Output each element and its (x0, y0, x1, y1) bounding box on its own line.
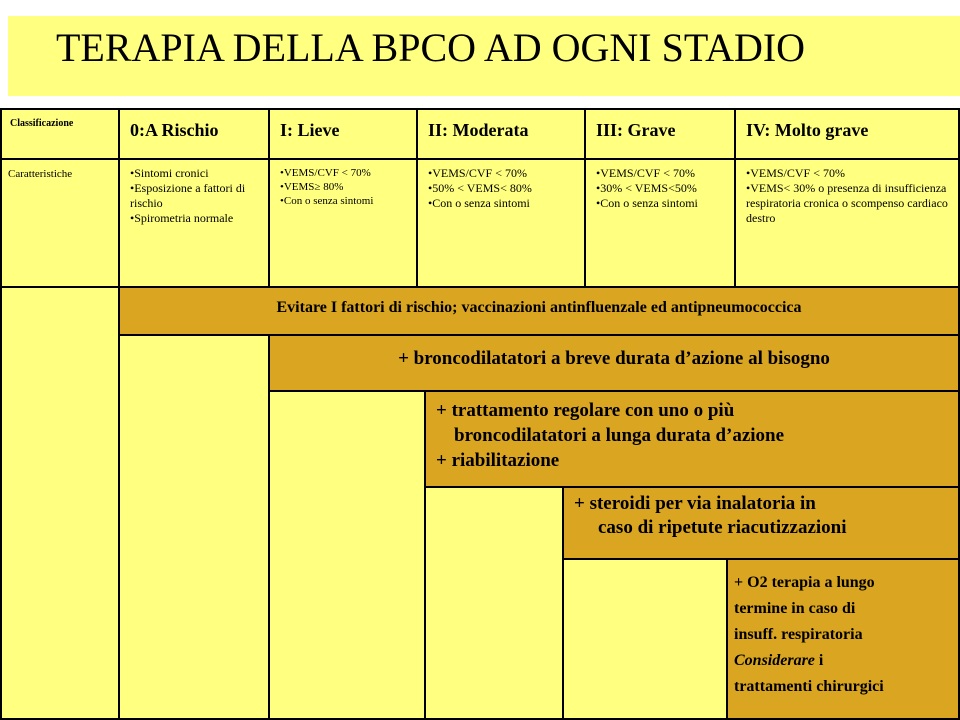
feature-item: • VEMS≥ 80% (280, 180, 410, 194)
therapy-empty-cell (120, 336, 270, 720)
therapy-band-2-text: + broncodilatatori a breve durata d’azione al bisogno (398, 348, 830, 369)
header-stage-0: 0:A Rischio (120, 110, 270, 160)
therapy-band-5-line: insuff. respiratoria (734, 626, 863, 643)
therapy-band-4-line: + steroidi per via inalatoria in (574, 493, 816, 514)
therapy-band-5-line (734, 648, 958, 674)
feature-item: • Con o senza sintomi (596, 196, 728, 211)
cell-stage-3-features (586, 160, 736, 288)
therapy-band-1 (120, 288, 960, 336)
feature-item: • VEMS< 30% o presenza di insufficienza respiratoria cronica o scompenso cardiaco destro (746, 181, 952, 226)
feature-item: • Sintomi cronici (130, 166, 262, 181)
therapy-band-5-line: + O2 terapia a lungo (734, 574, 875, 591)
header-stage-2: II: Moderata (418, 110, 586, 160)
header-classificazione: Classificazione (2, 110, 120, 160)
therapy-empty-cell (270, 392, 426, 720)
header-stage-1: I: Lieve (270, 110, 418, 160)
cell-stage-2-features (418, 160, 586, 288)
feature-item: • VEMS/CVF < 70% (428, 166, 578, 181)
therapy-band-4 (564, 488, 960, 560)
cell-stage-0-features (120, 160, 270, 288)
feature-item: • VEMS/CVF < 70% (596, 166, 728, 181)
slide-title: TERAPIA DELLA BPCO AD OGNI STADIO (56, 25, 806, 70)
feature-item: • VEMS/CVF < 70% (280, 166, 410, 180)
feature-item: • Spirometria normale (130, 211, 262, 226)
considerare-rest: i (814, 652, 824, 669)
considerare-italic: Considerare (734, 652, 815, 669)
header-stage-4: IV: Molto grave (736, 110, 960, 160)
therapy-band-4-line: caso di ripetute riacutizzazioni (598, 517, 847, 538)
feature-item: • Con o senza sintomi (428, 196, 578, 211)
therapy-band-5 (728, 560, 960, 720)
therapy-band-3-line: broncodilatatori a lunga durata d’azione (454, 425, 785, 446)
therapy-band-3-line: + riabilitazione (436, 450, 560, 471)
therapy-band-3 (426, 392, 960, 488)
feature-item: • Con o senza sintomi (280, 194, 410, 208)
feature-item: • Esposizione a fattori di rischio (130, 181, 262, 211)
title-bar (8, 16, 960, 96)
row-label-caratteristiche: Caratteristiche (2, 160, 120, 288)
therapy-band-5-line: trattamenti chirurgici (734, 678, 884, 695)
cell-stage-4-features (736, 160, 960, 288)
therapy-band-5-line: termine in caso di (734, 600, 856, 617)
header-stage-3: III: Grave (586, 110, 736, 160)
cell-stage-1-features (270, 160, 418, 288)
therapy-empty-cell (564, 560, 728, 720)
feature-item: • VEMS/CVF < 70% (746, 166, 952, 181)
therapy-empty-cell (426, 488, 564, 720)
therapy-band-3-line: + trattamento regolare con uno o più (436, 400, 735, 421)
feature-item: • 30% < VEMS<50% (596, 181, 728, 196)
therapy-band-2 (270, 336, 960, 392)
feature-item: • 50% < VEMS< 80% (428, 181, 578, 196)
therapy-band-1-text: Evitare I fattori di rischio; vaccinazioni antinfluenzale ed antipneumococcica (276, 299, 802, 316)
therapy-empty-cell (2, 288, 120, 720)
